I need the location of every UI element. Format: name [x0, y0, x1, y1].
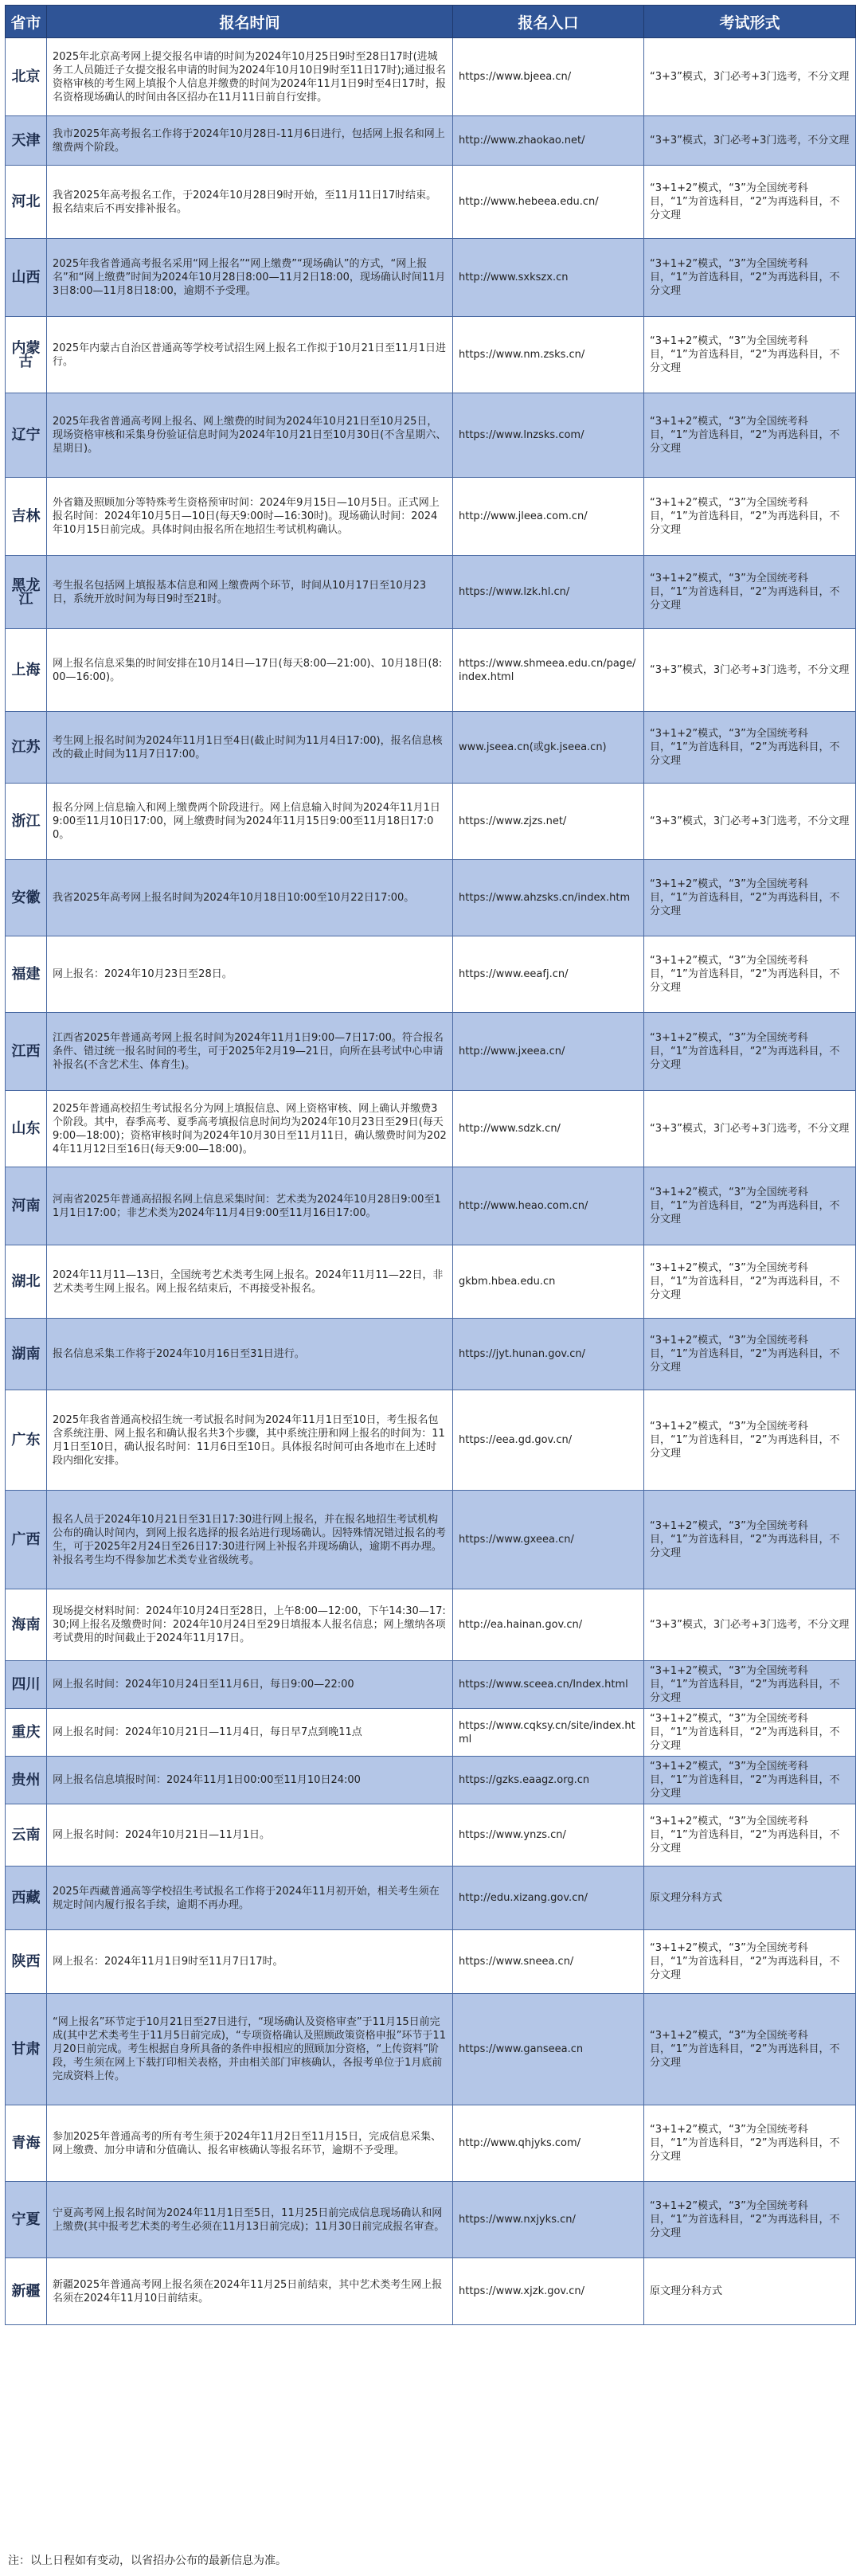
province-cell: 内蒙古: [6, 317, 47, 393]
province-cell: 福建: [6, 936, 47, 1013]
registration-time-cell: 网上报名信息填报时间：2024年11月1日00:00至11月10日24:00: [47, 1757, 453, 1804]
exam-format-cell: “3+1+2”模式，“3”为全国统考科目，“1”为首选科目，“2”为再选科目，不分文理: [644, 860, 856, 936]
header-registration-entry: 报名入口: [453, 6, 644, 38]
exam-format-cell: “3+1+2”模式，“3”为全国统考科目，“1”为首选科目，“2”为再选科目，不分文理: [644, 2182, 856, 2258]
province-cell: 重庆: [6, 1709, 47, 1757]
exam-format-cell: “3+1+2”模式，“3”为全国统考科目，“1”为首选科目，“2”为再选科目，不分文理: [644, 239, 856, 317]
table-row: [6, 1589, 856, 1661]
registration-url-link[interactable]: https://www.gxeea.cn/: [453, 1491, 644, 1589]
registration-time-cell: 报名分网上信息输入和网上缴费两个阶段进行。网上信息输入时间为2024年11月1日9:00至11月10日17:00，网上缴费时间为2024年11月15日9:00至11月18日17:00。: [47, 784, 453, 860]
exam-format-cell: “3+1+2”模式，“3”为全国统考科目，“1”为首选科目，“2”为再选科目，不分文理: [644, 2105, 856, 2182]
registration-time-cell: 2025年我省普通高校招生统一考试报名时间为2024年11月1日至10日，考生报名包含系统注册、网上报名和确认报名共3个步骤，其中系统注册和网上报名的时间为：11月1日至10日，确认报名时间：11月6日至10日。具体报名时间可由各地市在上述时段内细化安排。: [47, 1390, 453, 1491]
table-row: [6, 1930, 856, 1994]
exam-format-cell: “3+1+2”模式，“3”为全国统考科目，“1”为首选科目，“2”为再选科目，不分文理: [644, 1390, 856, 1491]
table-row: [6, 393, 856, 478]
province-cell: 湖北: [6, 1245, 47, 1319]
registration-url-link[interactable]: http://www.heao.com.cn/: [453, 1167, 644, 1245]
table-row: [6, 1804, 856, 1867]
registration-url-link[interactable]: https://www.sceea.cn/Index.html: [453, 1661, 644, 1709]
registration-time-cell: 江西省2025年普通高考网上报名时间为2024年11月1日9:00—7日17:00。符合报名条件、错过统一报名时间的考生，可于2025年2月19—21日，向所在县考试中心申请补报名(不含艺术生、体育生)。: [47, 1013, 453, 1091]
province-cell: 陕西: [6, 1930, 47, 1994]
registration-time-cell: 报名信息采集工作将于2024年10月16日至31日进行。: [47, 1319, 453, 1390]
table-row: [6, 116, 856, 166]
exam-format-cell: “3+3”模式，3门必考+3门选考，不分文理: [644, 38, 856, 116]
province-cell: 西藏: [6, 1867, 47, 1930]
registration-time-cell: 我市2025年高考报名工作将于2024年10月28日-11月6日进行，包括网上报名和网上缴费两个阶段。: [47, 116, 453, 166]
table-row: [6, 1013, 856, 1091]
registration-url-link[interactable]: https://eea.gd.gov.cn/: [453, 1390, 644, 1491]
registration-time-cell: “网上报名”环节定于10月21日至27日进行，“现场确认及资格审查”于11月15日前完成(其中艺术类考生于11月5日前完成)，“专项资格确认及照顾政策资格申报”环节于11月20日前完成。考生根据自身所具备的条件申报相应的照顾加分资格，“上传资料”阶段，考生须在网上下载打印相关表格，并由相关部门审核确认，各报考单位于1月底前完成资料上传。: [47, 1994, 453, 2105]
registration-time-cell: 网上报名时间：2024年10月21日—11月1日。: [47, 1804, 453, 1867]
province-cell: 天津: [6, 116, 47, 166]
registration-url-link[interactable]: https://www.zjzs.net/: [453, 784, 644, 860]
registration-url-link[interactable]: https://gzks.eaagz.org.cn: [453, 1757, 644, 1804]
exam-format-cell: “3+3”模式，3门必考+3门选考，不分文理: [644, 784, 856, 860]
table-row: [6, 2182, 856, 2258]
registration-url-link[interactable]: http://www.sxkszx.cn: [453, 239, 644, 317]
registration-time-cell: 新疆2025年普通高考网上报名须在2024年11月25日前结束，其中艺术类考生网上报名须在2024年11月10日前结束。: [47, 2258, 453, 2325]
registration-url-link[interactable]: http://www.jleea.com.cn/: [453, 478, 644, 556]
exam-format-cell: “3+1+2”模式，“3”为全国统考科目，“1”为首选科目，“2”为再选科目，不分文理: [644, 393, 856, 478]
registration-time-cell: 我省2025年高考报名工作，于2024年10月28日9时开始，至11月11日17时结束。报名结束后不再安排补报名。: [47, 166, 453, 239]
registration-time-cell: 网上报名信息采集的时间安排在10月14日—17日(每天8:00—21:00)、10月18日(8:00—16:00)。: [47, 629, 453, 712]
province-cell: 贵州: [6, 1757, 47, 1804]
table-header-row: [6, 6, 856, 38]
province-cell: 四川: [6, 1661, 47, 1709]
exam-format-cell: “3+1+2”模式，“3”为全国统考科目，“1”为首选科目，“2”为再选科目，不分文理: [644, 1013, 856, 1091]
table-row: [6, 629, 856, 712]
registration-time-cell: 报名人员于2024年10月21日至31日17:30进行网上报名，并在报名地招生考试机构公布的确认时间内，到网上报名选择的报名站进行现场确认。因特殊情况错过报名的考生，可于2025年2月24日至26日17:30进行网上补报名并现场确认，逾期不再办理。补报名考生均不得参加艺术类专业省级统考。: [47, 1491, 453, 1589]
registration-time-cell: 我省2025年高考网上报名时间为2024年10月18日10:00至10月22日17:00。: [47, 860, 453, 936]
registration-time-cell: 参加2025年普通高考的所有考生须于2024年11月2日至11月15日，完成信息采集、网上缴费、加分申请和分值确认、报名审核确认等报名环节，逾期不予受理。: [47, 2105, 453, 2182]
header-registration-time: 报名时间: [47, 6, 453, 38]
registration-url-link[interactable]: https://www.eeafj.cn/: [453, 936, 644, 1013]
registration-url-link[interactable]: https://www.bjeea.cn/: [453, 38, 644, 116]
table-row: [6, 478, 856, 556]
table-row: [6, 2258, 856, 2325]
table-row: [6, 2105, 856, 2182]
province-cell: 青海: [6, 2105, 47, 2182]
province-cell: 辽宁: [6, 393, 47, 478]
registration-time-cell: 网上报名：2024年10月23日至28日。: [47, 936, 453, 1013]
registration-url-link[interactable]: https://jyt.hunan.gov.cn/: [453, 1319, 644, 1390]
exam-format-cell: “3+1+2”模式，“3”为全国统考科目，“1”为首选科目，“2”为再选科目，不分文理: [644, 1245, 856, 1319]
table-row: [6, 239, 856, 317]
province-cell: 新疆: [6, 2258, 47, 2325]
registration-time-cell: 网上报名：2024年11月1日9时至11月7日17时。: [47, 1930, 453, 1994]
registration-time-cell: 2025年北京高考网上提交报名申请的时间为2024年10月25日9时至28日17时(进城务工人员随迁子女提交报名申请的时间为2024年10月10日9时至11日17时);通过报名资格审核的考生网上填报个人信息并缴费的时间为2024年11月1日9时至4日17时，报名资格现场确认的时间由各区招办在11月11日前自行安排。: [47, 38, 453, 116]
table-row: [6, 784, 856, 860]
registration-time-cell: 考生报名包括网上填报基本信息和网上缴费两个环节，时间从10月17日至10月23日，系统开放时间为每日9时至21时。: [47, 556, 453, 629]
registration-url-link[interactable]: https://www.sneea.cn/: [453, 1930, 644, 1994]
registration-url-link[interactable]: http://www.zhaokao.net/: [453, 116, 644, 166]
province-cell: 山西: [6, 239, 47, 317]
exam-format-cell: “3+3”模式，3门必考+3门选考，不分文理: [644, 116, 856, 166]
province-cell: 江西: [6, 1013, 47, 1091]
registration-url-link[interactable]: http://www.sdzk.cn/: [453, 1091, 644, 1167]
registration-time-cell: 河南省2025年普通高招报名网上信息采集时间：艺术类为2024年10月28日9:00至11月1日17:00；非艺术类为2024年11月4日9:00至11月16日17:00。: [47, 1167, 453, 1245]
table-row: [6, 166, 856, 239]
province-cell: 浙江: [6, 784, 47, 860]
table-row: [6, 1167, 856, 1245]
province-cell: 山东: [6, 1091, 47, 1167]
registration-time-cell: 现场提交材料时间：2024年10月24日至28日，上午8:00—12:00，下午14:30—17:30;网上报名及缴费时间：2024年10月24日至29日填报本人报名信息；网上缴纳各项考试费用的时间截止于2024年11月17日。: [47, 1589, 453, 1661]
exam-format-cell: “3+1+2”模式，“3”为全国统考科目，“1”为首选科目，“2”为再选科目，不分文理: [644, 1930, 856, 1994]
table-row: [6, 1245, 856, 1319]
registration-time-cell: 2025年西藏普通高等学校招生考试报名工作将于2024年11月初开始，相关考生须在规定时间内履行报名手续，逾期不再办理。: [47, 1867, 453, 1930]
registration-url-link[interactable]: http://www.qhjyks.com/: [453, 2105, 644, 2182]
registration-url-link[interactable]: https://www.nm.zsks.cn/: [453, 317, 644, 393]
table-row: [6, 1390, 856, 1491]
registration-time-cell: 2025年普通高校招生考试报名分为网上填报信息、网上资格审核、网上确认并缴费3个阶段。其中，春季高考、夏季高考填报信息时间均为2024年10月23日至29日(每天9:00—18:00)；资格审核时间为2024年10月30日至11月11日，确认缴费时间为2024年11月12日至16日(每天9:00—18:00)。: [47, 1091, 453, 1167]
registration-time-cell: 网上报名时间：2024年10月21日—11月4日，每日早7点到晚11点: [47, 1709, 453, 1757]
table-row: [6, 1994, 856, 2105]
exam-format-cell: 原文理分科方式: [644, 1867, 856, 1930]
province-cell: 海南: [6, 1589, 47, 1661]
registration-url-link[interactable]: https://www.ahzsks.cn/index.htm: [453, 860, 644, 936]
table-row: [6, 1757, 856, 1804]
exam-format-cell: “3+1+2”模式，“3”为全国统考科目，“1”为首选科目，“2”为再选科目，不分文理: [644, 1319, 856, 1390]
exam-format-cell: “3+1+2”模式，“3”为全国统考科目，“1”为首选科目，“2”为再选科目，不分文理: [644, 1994, 856, 2105]
table-row: [6, 860, 856, 936]
table-body: [6, 38, 856, 2325]
registration-time-cell: 2025年我省普通高考报名采用“网上报名”“网上缴费”“现场确认”的方式，“网上报名”和“网上缴费”时间为2024年10月28日8:00—11月2日18:00，现场确认时间11月3日8:00—11月8日18:00，逾期不予受理。: [47, 239, 453, 317]
table-row: [6, 1319, 856, 1390]
table-row: [6, 317, 856, 393]
exam-format-cell: “3+3”模式，3门必考+3门选考，不分文理: [644, 629, 856, 712]
exam-format-cell: “3+1+2”模式，“3”为全国统考科目，“1”为首选科目，“2”为再选科目，不分文理: [644, 1491, 856, 1589]
registration-url-link[interactable]: https://www.lzk.hl.cn/: [453, 556, 644, 629]
province-cell: 黑龙江: [6, 556, 47, 629]
table-row: [6, 1091, 856, 1167]
province-cell: 广东: [6, 1390, 47, 1491]
province-cell: 宁夏: [6, 2182, 47, 2258]
registration-url-link[interactable]: https://www.xjzk.gov.cn/: [453, 2258, 644, 2325]
registration-url-link[interactable]: https://www.shmeea.edu.cn/page/index.html: [453, 629, 644, 712]
registration-time-cell: 宁夏高考网上报名时间为2024年11月1日至5日，11月25日前完成信息现场确认和网上缴费(其中报考艺术类的考生必须在11月13日前完成)；11月30日前完成报名审查。: [47, 2182, 453, 2258]
province-cell: 甘肃: [6, 1994, 47, 2105]
exam-format-cell: “3+1+2”模式，“3”为全国统考科目，“1”为首选科目，“2”为再选科目，不分文理: [644, 936, 856, 1013]
registration-url-link[interactable]: www.jseea.cn(或gk.jseea.cn): [453, 712, 644, 784]
province-cell: 江苏: [6, 712, 47, 784]
exam-format-cell: “3+1+2”模式，“3”为全国统考科目，“1”为首选科目，“2”为再选科目，不分文理: [644, 1661, 856, 1709]
registration-url-link[interactable]: http://www.hebeea.edu.cn/: [453, 166, 644, 239]
registration-url-link[interactable]: https://www.lnzsks.com/: [453, 393, 644, 478]
table-row: [6, 712, 856, 784]
exam-format-cell: “3+1+2”模式，“3”为全国统考科目，“1”为首选科目，“2”为再选科目，不分文理: [644, 556, 856, 629]
registration-time-cell: 网上报名时间：2024年10月24日至11月6日，每日9:00—22:00: [47, 1661, 453, 1709]
registration-url-link[interactable]: https://www.ganseea.cn: [453, 1994, 644, 2105]
registration-url-link[interactable]: https://www.cqksy.cn/site/index.html: [453, 1709, 644, 1757]
gaokao-registration-table: [5, 5, 856, 2325]
province-cell: 云南: [6, 1804, 47, 1867]
province-cell: 安徽: [6, 860, 47, 936]
province-cell: 广西: [6, 1491, 47, 1589]
province-cell: 河南: [6, 1167, 47, 1245]
exam-format-cell: “3+3”模式，3门必考+3门选考，不分文理: [644, 1091, 856, 1167]
header-exam-format: 考试形式: [644, 6, 856, 38]
footnote: 注：以上日程如有变动，以省招办公布的最新信息为准。: [8, 2555, 287, 2567]
table-row: [6, 38, 856, 116]
registration-time-cell: 2024年11月11—13日，全国统考艺术类考生网上报名。2024年11月11—22日，非艺术类考生网上报名。网上报名结束后，不再接受补报名。: [47, 1245, 453, 1319]
registration-time-cell: 考生网上报名时间为2024年11月1日至4日(截止时间为11月4日17:00)，报名信息核改的截止时间为11月7日17:00。: [47, 712, 453, 784]
registration-url-link[interactable]: http://ea.hainan.gov.cn/: [453, 1589, 644, 1661]
registration-time-cell: 外省籍及照顾加分等特殊考生资格预审时间：2024年9月15日—10月5日。正式网上报名时间：2024年10月5日—10日(每天9:00时—16:30时)。现场确认时间：2024年10月15日前完成。具体时间由报名所在地招生考试机构确认。: [47, 478, 453, 556]
province-cell: 河北: [6, 166, 47, 239]
table-row: [6, 1491, 856, 1589]
registration-url-link[interactable]: gkbm.hbea.edu.cn: [453, 1245, 644, 1319]
registration-time-cell: 2025年内蒙古自治区普通高等学校考试招生网上报名工作拟于10月21日至11月1日进行。: [47, 317, 453, 393]
table-row: [6, 936, 856, 1013]
table-row: [6, 1709, 856, 1757]
table-row: [6, 1867, 856, 1930]
province-cell: 上海: [6, 629, 47, 712]
province-cell: 吉林: [6, 478, 47, 556]
exam-format-cell: “3+3”模式，3门必考+3门选考，不分文理: [644, 1589, 856, 1661]
province-cell: 湖南: [6, 1319, 47, 1390]
header-province: 省市: [6, 6, 47, 38]
province-cell: 北京: [6, 38, 47, 116]
exam-format-cell: “3+1+2”模式，“3”为全国统考科目，“1”为首选科目，“2”为再选科目，不分文理: [644, 166, 856, 239]
registration-url-link[interactable]: http://www.jxeea.cn/: [453, 1013, 644, 1091]
registration-url-link[interactable]: https://www.nxjyks.cn/: [453, 2182, 644, 2258]
exam-format-cell: “3+1+2”模式，“3”为全国统考科目，“1”为首选科目，“2”为再选科目，不分文理: [644, 1757, 856, 1804]
table-row: [6, 556, 856, 629]
registration-url-link[interactable]: https://www.ynzs.cn/: [453, 1804, 644, 1867]
exam-format-cell: “3+1+2”模式，“3”为全国统考科目，“1”为首选科目，“2”为再选科目，不分文理: [644, 712, 856, 784]
registration-time-cell: 2025年我省普通高考网上报名、网上缴费的时间为2024年10月21日至10月25日，现场资格审核和采集身份验证信息时间为2024年10月21日至10月30日(不含星期六、星期日)。: [47, 393, 453, 478]
exam-format-cell: “3+1+2”模式，“3”为全国统考科目，“1”为首选科目，“2”为再选科目，不分文理: [644, 317, 856, 393]
registration-url-link[interactable]: http://edu.xizang.gov.cn/: [453, 1867, 644, 1930]
exam-format-cell: “3+1+2”模式，“3”为全国统考科目，“1”为首选科目，“2”为再选科目，不分文理: [644, 478, 856, 556]
exam-format-cell: 原文理分科方式: [644, 2258, 856, 2325]
table-row: [6, 1661, 856, 1709]
exam-format-cell: “3+1+2”模式，“3”为全国统考科目，“1”为首选科目，“2”为再选科目，不分文理: [644, 1804, 856, 1867]
exam-format-cell: “3+1+2”模式，“3”为全国统考科目，“1”为首选科目，“2”为再选科目，不分文理: [644, 1167, 856, 1245]
exam-format-cell: “3+1+2”模式，“3”为全国统考科目，“1”为首选科目，“2”为再选科目，不分文理: [644, 1709, 856, 1757]
